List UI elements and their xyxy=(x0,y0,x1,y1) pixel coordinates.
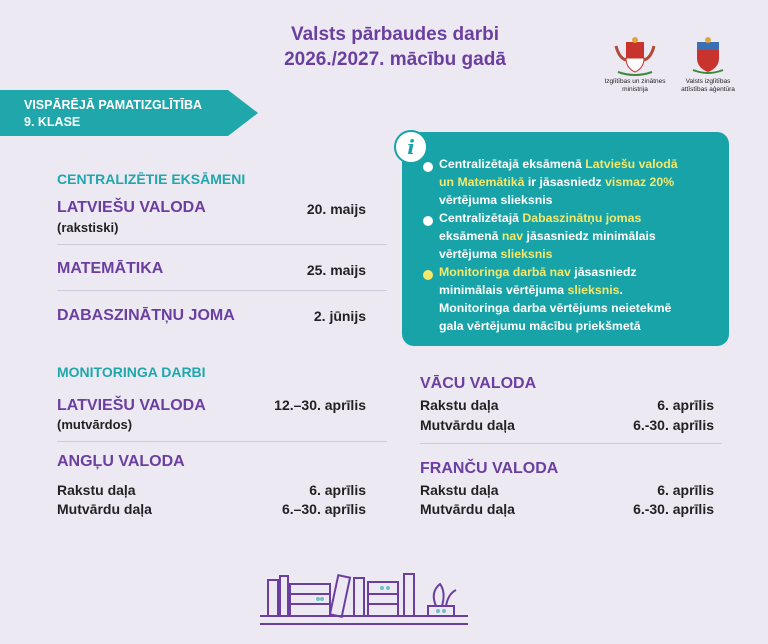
exam-date: 25. maijs xyxy=(306,262,366,278)
bullet-icon xyxy=(423,216,433,226)
part-label: Rakstu daļa xyxy=(57,482,136,498)
title-line-2: 2026./2027. mācību gadā xyxy=(284,49,506,70)
exam-date: 20. maijs xyxy=(306,201,366,217)
ministry-logo xyxy=(600,36,670,94)
monitoring-subject: ANGĻU VALODA xyxy=(57,453,185,470)
exam-subject: DABASZINĀTŅU JOMA xyxy=(57,307,235,324)
part-label: Mutvārdu daļa xyxy=(420,417,515,433)
monitoring-subject: VĀCU VALODA xyxy=(420,375,537,392)
exam-subject: MATEMĀTIKA xyxy=(57,260,164,277)
ribbon-text xyxy=(24,97,202,131)
ribbon-line-1: VISPĀRĒJĀ PAMATIZGLĪTĪBA xyxy=(24,98,203,112)
exam-subject: LATVIEŠU VALODA xyxy=(57,199,206,216)
title-line-1: Valsts pārbaudes darbi xyxy=(290,24,500,45)
exam-date: 2. jūnijs xyxy=(313,308,366,324)
part-label: Mutvārdu daļa xyxy=(57,501,152,517)
monitoring-date: 12.–30. aprīlis xyxy=(274,397,366,413)
divider xyxy=(420,443,722,444)
info-icon: i xyxy=(394,130,428,164)
exam-note: (rakstiski) xyxy=(57,220,119,235)
coat-of-arms-icon xyxy=(612,36,658,76)
monitoring-subject: LATVIEŠU VALODA xyxy=(57,397,206,414)
part-date: 6.–30. aprīlis xyxy=(281,501,366,517)
agency-logo xyxy=(673,36,743,94)
bullet-icon xyxy=(423,270,433,280)
part-date: 6. aprīlis xyxy=(657,397,714,413)
monitoring-subject: FRANČU VALODA xyxy=(420,460,559,477)
divider xyxy=(57,290,387,291)
part-date: 6. aprīlis xyxy=(657,482,714,498)
coat-of-arms-icon xyxy=(685,36,731,76)
info-text-1: Centralizētajā eksāmenā Latviešu valodā un Matemātikā ir jāsasniedz vismaz 20% vērtējuma slieksnis xyxy=(439,157,678,207)
part-label: Mutvārdu daļa xyxy=(420,501,515,517)
ministry-caption: Izglītības un zinātnes ministrija xyxy=(604,78,666,93)
part-date: 6.-30. aprīlis xyxy=(633,501,714,517)
monitoring-note: (mutvārdos) xyxy=(57,417,133,432)
part-label: Rakstu daļa xyxy=(420,482,499,498)
info-text-3: Monitoringa darbā nav jāsasniedz minimālais vērtējuma slieksnis. Monitoringa darba vērtējums neietekmē gala vērtējumu mācību priekšmetā xyxy=(439,265,672,333)
info-text-2: Centralizētajā Dabaszinātņu jomas eksāmenā nav jāsasniedz minimālais vērtējuma slieksnis xyxy=(439,211,656,261)
ribbon-line-2: 9. KLASE xyxy=(24,115,81,129)
part-label: Rakstu daļa xyxy=(420,397,499,413)
divider xyxy=(57,441,387,442)
page-title xyxy=(230,22,560,72)
centralized-exams-heading: CENTRALIZĒTIE EKSĀMENI xyxy=(57,171,246,187)
divider xyxy=(57,244,387,245)
part-date: 6. aprīlis xyxy=(309,482,366,498)
bookshelf-icon xyxy=(258,566,470,628)
bullet-icon xyxy=(423,162,433,172)
agency-caption: Valsts izglītības attīstības aģentūra xyxy=(681,78,735,93)
monitoring-heading: MONITORINGA DARBI xyxy=(57,364,206,380)
part-date: 6.-30. aprīlis xyxy=(633,417,714,433)
